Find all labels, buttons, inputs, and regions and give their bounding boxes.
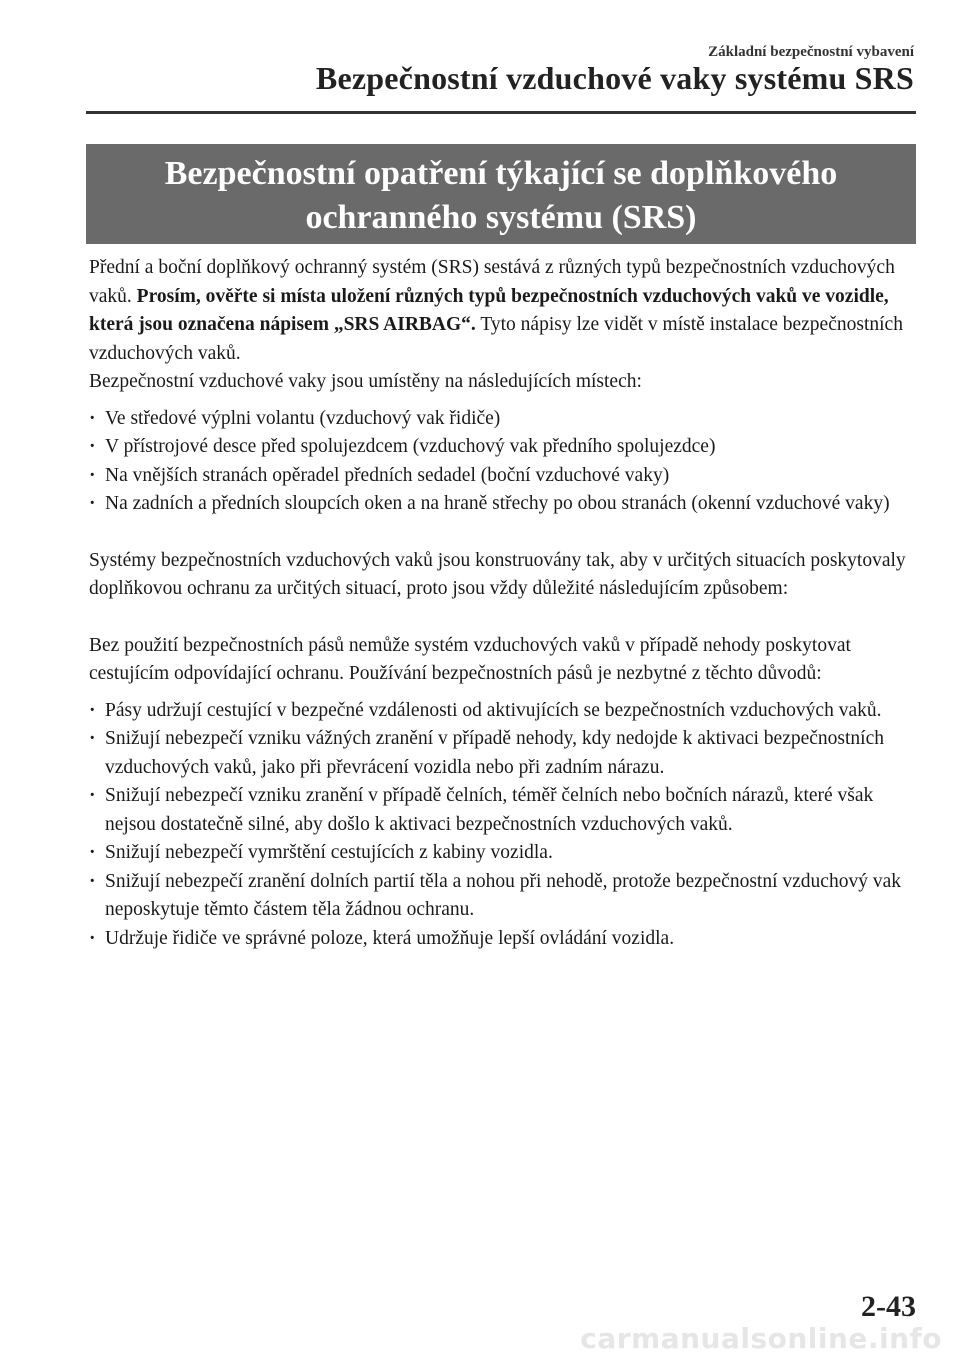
- chapter-title: Základní bezpečnostní vybavení: [708, 44, 914, 60]
- intro-bold-text: Prosím, ověřte si místa uložení různých typů bezpečnostních vzduchových vaků ve vozidle, která jsou označena nápisem „SRS AIRBAG“.: [89, 285, 889, 335]
- list-item: · Na zadních a předních sloupcích oken a na hraně střechy po obou stranách (okenní vzduchové vaky): [89, 490, 919, 519]
- belts-paragraph: Bez použití bezpečnostních pásů nemůže systém vzduchových vaků v případě nehody poskytovat cestujícím odpovídající ochranu. Používání bezpečnostních pásů je nezbytné z těchto důvodů:: [89, 634, 851, 684]
- intro-text: Přední a boční doplňkový ochranný systém (SRS) sestává z různých typů bezpečnostních vzduchových vaků.: [89, 257, 895, 307]
- section-heading-line1: Bezpečnostní opatření týkající se doplňkového: [164, 155, 838, 192]
- page-number: 2-43: [861, 1290, 916, 1323]
- locations-list: [89, 405, 919, 519]
- list-item: · V přístrojové desce před spolujezdcem (vzduchový vak předního spolujezdce): [89, 433, 919, 462]
- locations-lead: Bezpečnostní vzduchové vaky jsou umístěny na následujících místech:: [89, 371, 642, 392]
- list-item: · Snižují nebezpečí vzniku zranění v případě čelních, téměř čelních nebo bočních nárazů, které však nejsou dostatečně silné, aby došlo k aktivaci bezpečnostních vzduchových vaků.: [89, 782, 919, 839]
- list-item: · Pásy udržují cestující v bezpečné vzdálenosti od aktivujících se bezpečnostních vzduchových vaků.: [89, 697, 919, 726]
- systems-paragraph: Systémy bezpečnostních vzduchových vaků jsou konstruovány tak, aby v určitých situacích poskytovaly doplňkovou ochranu za určitých situací, proto jsou vždy důležité následujícím způsobem:: [89, 549, 906, 599]
- list-item: · Snižují nebezpečí vymrštění cestujících z kabiny vozidla.: [89, 839, 919, 868]
- section-heading: [86, 144, 916, 244]
- section-heading-line2: ochranného systému (SRS): [305, 199, 697, 236]
- intro-paragraph: [89, 254, 919, 368]
- intro-text-end: Tyto nápisy lze vidět v místě instalace bezpečnostních vzduchových vaků.: [89, 314, 903, 364]
- reasons-list: [89, 697, 919, 954]
- body-content: [89, 254, 919, 953]
- list-item: · Snižují nebezpečí vzniku vážných zranění v případě nehody, kdy nedojde k aktivaci bezpečnostních vzduchových vaků, jako při převrácení vozidla nebo při zadním nárazu.: [89, 725, 919, 782]
- list-item: · Udržuje řidiče ve správné poloze, která umožňuje lepší ovládání vozidla.: [89, 925, 919, 954]
- list-item: · Snižují nebezpečí zranění dolních partií těla a nohou při nehodě, protože bezpečnostní vzduchový vak neposkytuje těmto částem těla žádnou ochranu.: [89, 868, 919, 925]
- list-item: · Ve středové výplni volantu (vzduchový vak řidiče): [89, 405, 919, 434]
- header-divider: [86, 111, 916, 114]
- watermark: carmanualsonline.info: [580, 1322, 942, 1355]
- page-title: Bezpečnostní vzduchové vaky systému SRS: [315, 60, 914, 96]
- list-item: · Na vnějších stranách opěradel předních sedadel (boční vzduchové vaky): [89, 462, 919, 491]
